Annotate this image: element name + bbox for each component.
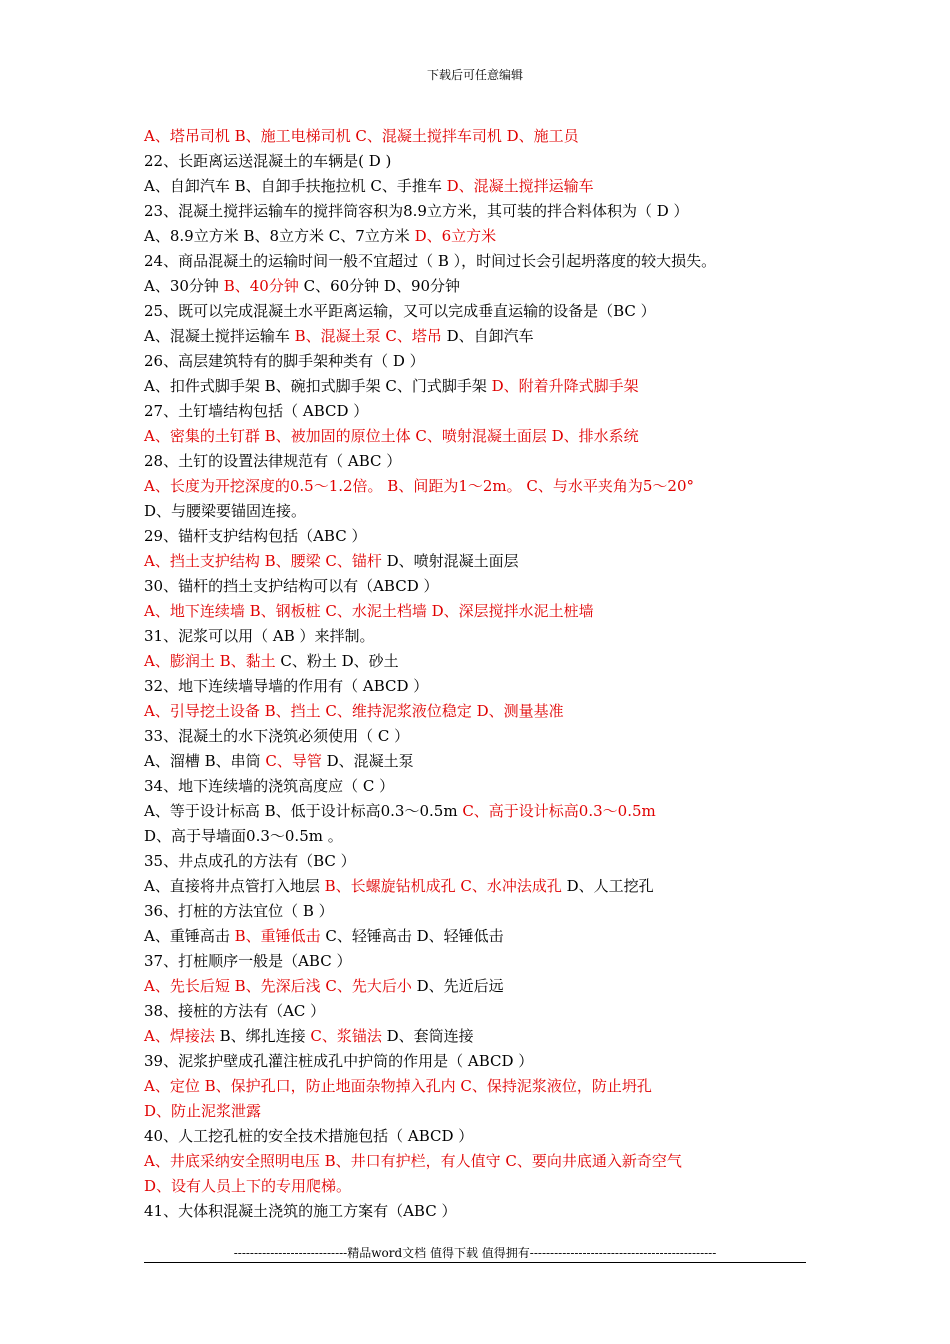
text-line <box>144 599 806 624</box>
text-line <box>144 374 806 399</box>
question-text: 32、地下连续墙导墙的作用有（ ABCD ） <box>144 677 429 695</box>
question-text: 23、混凝土搅拌运输车的搅拌筒容积为8.9立方米，其可装的拌合料体积为（ D ） <box>144 202 689 220</box>
answer-text: B、混凝土泵 C、塔吊 <box>294 327 442 345</box>
text-line <box>144 174 806 199</box>
text-line <box>144 199 806 224</box>
text-line <box>144 399 806 424</box>
answer-text: A、长度为开挖深度的0.5～1.2倍。 B、间距为1～2m。 C、与水平夹角为5～20° <box>144 477 695 495</box>
text-line <box>144 649 806 674</box>
text-line <box>144 324 806 349</box>
question-text: D、套筒连接 <box>381 1027 474 1045</box>
question-text: D、高于导墙面0.3～0.5m 。 <box>144 827 343 845</box>
answer-text: D、设有人员上下的专用爬梯。 <box>144 1177 352 1195</box>
text-line <box>144 149 806 174</box>
question-text: 25、既可以完成混凝土水平距离运输，又可以完成垂直运输的设备是（BC ） <box>144 302 656 320</box>
question-text: 35、井点成孔的方法有（BC ） <box>144 852 356 870</box>
text-line <box>144 1074 806 1099</box>
text-line <box>144 749 806 774</box>
answer-text: D、附着升降式脚手架 <box>491 377 639 395</box>
text-line <box>144 874 806 899</box>
question-text: 37、打桩顺序一般是（ABC ） <box>144 952 352 970</box>
question-text: B、绑扎连接 <box>214 1027 311 1045</box>
text-line <box>144 899 806 924</box>
text-line <box>144 549 806 574</box>
text-line <box>144 924 806 949</box>
answer-text: D、混凝土搅拌运输车 <box>446 177 594 195</box>
question-text: A、自卸汽车 B、自卸手扶拖拉机 C、手推车 <box>144 177 447 195</box>
text-line <box>144 774 806 799</box>
question-text: 29、锚杆支护结构包括（ABC ） <box>144 527 367 545</box>
question-text: A、溜槽 B、串筒 <box>144 752 266 770</box>
text-line <box>144 449 806 474</box>
question-text: 26、高层建筑特有的脚手架种类有（ D ） <box>144 352 425 370</box>
text-line <box>144 274 806 299</box>
question-text: D、与腰梁要锚固连接。 <box>144 502 307 520</box>
answer-text: C、导管 <box>265 752 322 770</box>
answer-text: A、定位 B、保护孔口，防止地面杂物掉入孔内 C、保持泥浆液位，防止坍孔 <box>144 1077 652 1095</box>
question-text: 24、商品混凝土的运输时间一般不宜超过（ B ），时间过长会引起坍落度的较大损失。 <box>144 252 717 270</box>
text-line <box>144 849 806 874</box>
question-text: C、粉土 D、砂土 <box>275 652 399 670</box>
question-text: D、人工挖孔 <box>561 877 654 895</box>
text-line <box>144 1199 806 1224</box>
page-header: 下载后可任意编辑 <box>426 68 523 82</box>
question-text: 30、锚杆的挡土支护结构可以有（ABCD ） <box>144 577 439 595</box>
text-line <box>144 1099 806 1124</box>
question-text: A、8.9立方米 B、8立方米 C、7立方米 <box>144 227 415 245</box>
answer-text: A、挡土支护结构 B、腰梁 C、锚杆 <box>144 552 382 570</box>
answer-text: B、重锤低击 <box>234 927 321 945</box>
text-line <box>144 499 806 524</box>
text-line <box>144 524 806 549</box>
question-text: 41、大体积混凝土浇筑的施工方案有（ABC ） <box>144 1202 457 1220</box>
text-line <box>144 699 806 724</box>
question-text: A、等于设计标高 B、低于设计标高0.3～0.5m <box>144 802 463 820</box>
text-line <box>144 349 806 374</box>
question-list <box>144 124 806 1224</box>
text-line <box>144 799 806 824</box>
text-line <box>144 1149 806 1174</box>
question-text: D、先近后远 <box>411 977 504 995</box>
question-text: D、喷射混凝土面层 <box>381 552 519 570</box>
text-line <box>144 974 806 999</box>
question-text: C、轻锤高击 D、轻锤低击 <box>320 927 504 945</box>
text-line <box>144 824 806 849</box>
answer-text: C、浆锚法 <box>310 1027 382 1045</box>
answer-text: C、高于设计标高0.3～0.5m <box>462 802 656 820</box>
question-text: A、30分钟 <box>144 277 224 295</box>
question-text: D、混凝土泵 <box>321 752 414 770</box>
answer-text: A、地下连续墙 B、钢板桩 C、水泥土档墙 D、深层搅拌水泥土桩墙 <box>144 602 594 620</box>
text-line <box>144 224 806 249</box>
text-line <box>144 124 806 149</box>
text-line <box>144 1024 806 1049</box>
question-text: 34、地下连续墙的浇筑高度应（ C ） <box>144 777 395 795</box>
question-text: 27、土钉墙结构包括（ ABCD ） <box>144 402 369 420</box>
text-line <box>144 674 806 699</box>
footer-divider <box>144 1262 806 1263</box>
question-text: A、混凝土搅拌运输车 <box>144 327 295 345</box>
answer-text: A、焊接法 <box>144 1027 215 1045</box>
answer-text: A、塔吊司机 B、施工电梯司机 C、混凝土搅拌车司机 D、施工员 <box>144 127 579 145</box>
text-line <box>144 724 806 749</box>
question-text: 28、土钉的设置法律规范有（ ABC ） <box>144 452 402 470</box>
question-text: 22、长距离运送混凝土的车辆是( D ) <box>144 152 392 170</box>
question-text: A、直接将井点管打入地层 <box>144 877 325 895</box>
text-line <box>144 624 806 649</box>
answer-text: A、井底采纳安全照明电压 B、井口有护栏，有人值守 C、要向井底通入新奇空气 <box>144 1152 682 1170</box>
text-line <box>144 299 806 324</box>
question-text: 40、人工挖孔桩的安全技术措施包括（ ABCD ） <box>144 1127 474 1145</box>
page-footer: ----------------------------精品word文档 值得下载 值得拥有---------------------------------------------- <box>233 1246 717 1260</box>
text-line <box>144 999 806 1024</box>
answer-text: A、引导挖土设备 B、挡土 C、维持泥浆液位稳定 D、测量基准 <box>144 702 564 720</box>
answer-text: B、长螺旋钻机成孔 C、水冲法成孔 <box>324 877 562 895</box>
answer-text: D、防止泥浆泄露 <box>144 1102 262 1120</box>
text-line <box>144 249 806 274</box>
answer-text: B、40分钟 <box>223 277 299 295</box>
text-line <box>144 1174 806 1199</box>
question-text: 39、泥浆护壁成孔灌注桩成孔中护筒的作用是（ ABCD ） <box>144 1052 534 1070</box>
text-line <box>144 1049 806 1074</box>
question-text: D、自卸汽车 <box>441 327 534 345</box>
text-line <box>144 574 806 599</box>
question-text: 36、打桩的方法宜位（ B ） <box>144 902 334 920</box>
question-text: C、60分钟 D、90分钟 <box>298 277 461 295</box>
answer-text: A、膨润土 B、黏土 <box>144 652 276 670</box>
answer-text: A、密集的土钉群 B、被加固的原位土体 C、喷射混凝土面层 D、排水系统 <box>144 427 639 445</box>
text-line <box>144 424 806 449</box>
answer-text: D、6立方米 <box>414 227 497 245</box>
question-text: A、扣件式脚手架 B、碗扣式脚手架 C、门式脚手架 <box>144 377 492 395</box>
question-text: 33、混凝土的水下浇筑必须使用（ C ） <box>144 727 410 745</box>
question-text: 38、接桩的方法有（AC ） <box>144 1002 326 1020</box>
text-line <box>144 474 806 499</box>
question-text: A、重锤高击 <box>144 927 235 945</box>
answer-text: A、先长后短 B、先深后浅 C、先大后小 <box>144 977 412 995</box>
question-text: 31、泥浆可以用（ AB ）来拌制。 <box>144 627 375 645</box>
text-line <box>144 949 806 974</box>
text-line <box>144 1124 806 1149</box>
